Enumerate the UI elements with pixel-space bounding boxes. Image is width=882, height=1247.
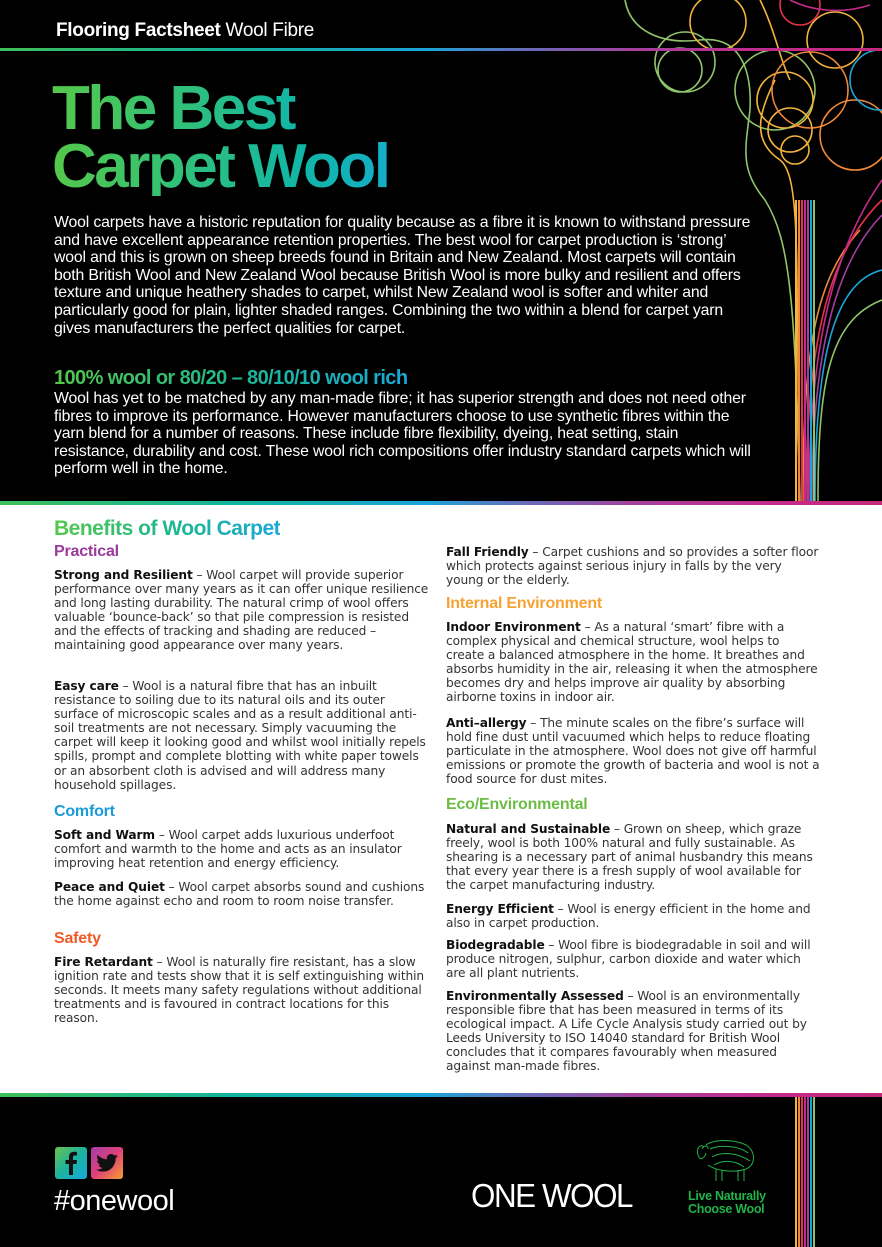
benefits-section bbox=[0, 505, 882, 1093]
benefit-text: – Wool carpet absorbs sound and cushions the home against echo and room to room noise transfer. bbox=[54, 880, 425, 909]
benefit-peace-quiet bbox=[54, 880, 429, 908]
stripe-decoration-footer bbox=[795, 1097, 819, 1247]
factsheet-header bbox=[56, 20, 314, 42]
benefit-title: Easy care bbox=[54, 679, 119, 693]
header-section bbox=[0, 0, 882, 501]
header-bold: Flooring Factsheet bbox=[56, 20, 221, 41]
tagline-line-1: Live Naturally bbox=[688, 1189, 766, 1203]
footer bbox=[0, 1097, 882, 1247]
tagline bbox=[688, 1190, 766, 1216]
composition-paragraph: Wool has yet to be matched by any man-made fibre; it has superior strength and does not need other fibres to improve its performance. However manufacturers choose to use synthetic fibres within the yarn blend for a number of reasons. These include fibre flexibility, dyeing, heat setting, stain resistance, durability and cost. These wool rich compositions offer industry standard carpets which will perform well in the home. bbox=[54, 390, 751, 478]
hashtag: #onewool bbox=[54, 1185, 175, 1217]
benefit-text: – Wool is naturally fire resistant, has a slow ignition rate and tests show that it is self extinguishing within seconds. It meets many safety regulations without additional treatments and is favoured in contract locations for this reason. bbox=[54, 955, 425, 1026]
benefit-title: Fall Friendly bbox=[446, 545, 529, 559]
benefit-fire-retardant bbox=[54, 955, 429, 1025]
composition-heading: 100% wool or 80/20 – 80/10/10 wool rich bbox=[54, 367, 408, 389]
category-safety: Safety bbox=[54, 930, 101, 947]
benefit-fall-friendly bbox=[446, 545, 821, 587]
header-divider bbox=[0, 48, 882, 51]
sheep-icon bbox=[694, 1139, 758, 1183]
title-line-1: The Best bbox=[52, 74, 294, 143]
one-wool-logo: ONE WOOL bbox=[471, 1177, 633, 1214]
facebook-icon[interactable] bbox=[55, 1147, 87, 1179]
benefit-soft-warm bbox=[54, 828, 429, 870]
benefit-title: Environmentally Assessed bbox=[446, 989, 624, 1003]
tagline-line-2: Choose Wool bbox=[688, 1202, 765, 1216]
benefit-title: Peace and Quiet bbox=[54, 880, 165, 894]
benefit-text: – Carpet cushions and so provides a softer floor which protects against serious injury in falls by the very young or the elderly. bbox=[446, 545, 819, 588]
benefit-title: Strong and Resilient bbox=[54, 568, 193, 582]
benefit-text: – The minute scales on the fibre’s surface will hold fine dust until vacuumed which helps to reduce floating particulate in the atmosphere. Wool does not give off harmful emissions or promote the growth of bacteria and wool is not a food source for dust mites. bbox=[446, 716, 820, 787]
category-practical: Practical bbox=[54, 543, 119, 560]
page-title bbox=[52, 74, 432, 201]
benefits-title: Benefits of Wool Carpet bbox=[54, 517, 281, 540]
benefit-anti-allergy bbox=[446, 716, 821, 786]
category-comfort: Comfort bbox=[54, 803, 115, 820]
benefit-title: Anti–allergy bbox=[446, 716, 527, 730]
benefit-text: – Grown on sheep, which graze freely, wool is both 100% natural and fully sustainable. As shearing is a necessary part of animal husbandry this means that every year there is a fresh supply of wool available for the carpet manufacturing industry. bbox=[446, 822, 813, 893]
benefit-indoor-environment bbox=[446, 620, 821, 705]
benefit-biodegradable bbox=[446, 938, 821, 980]
benefit-text: – Wool carpet adds luxurious underfoot comfort and warmth to the home and acts as an insulator improving heat retention and energy efficiency. bbox=[54, 828, 402, 871]
header-light: Wool Fibre bbox=[225, 20, 315, 41]
benefit-text: – Wool is an environmentally responsible fibre that has been measured in terms of its ecological impact. A Life Cycle Analysis study carried out by Leeds University to ISO 14040 standard for British Wool concludes that it compares favourably when measured against man-made fibres. bbox=[446, 989, 807, 1074]
twitter-icon[interactable] bbox=[91, 1147, 123, 1179]
intro-paragraph: Wool carpets have a historic reputation for quality because as a fibre it is known to withstand pressure and have excellent appearance retention properties. The best wool for carpet production is ‘strong’ wool and this is grown on sheep breeds found in Britain and New Zealand. Most carpets will contain both British Wool and New Zealand Wool because British Wool is more bulky and resilient and offers texture and unique heathery shades to carpet, whilst New Zealand wool is softer and whiter and particularly good for plain, lighter shaded ranges. Combining the two within a blend for carpet yarn gives manufacturers the perfect qualities for carpet. bbox=[54, 214, 751, 337]
category-eco-environmental: Eco/Environmental bbox=[446, 796, 588, 813]
benefit-text: – Wool is a natural fibre that has an inbuilt resistance to soiling due to its natural oils and its outer surface of microscopic scales and as a result additional anti-soil treatments are not necessary. Simply vacuuming the carpet will keep it looking good and whilst wool initially repels spills, prompt and complete blotting with white paper towels or an absorbent cloth is advised and will address many household spillages. bbox=[54, 679, 426, 792]
benefit-text: – Wool fibre is biodegradable in soil and will produce nitrogen, sulphur, carbon dioxide and water which are all plant nutrients. bbox=[446, 938, 811, 981]
benefit-text: – Wool is energy efficient in the home and also in carpet production. bbox=[446, 902, 811, 931]
benefit-energy-efficient bbox=[446, 902, 821, 930]
title-line-2: Carpet Wool bbox=[52, 132, 389, 201]
social-links bbox=[55, 1147, 123, 1179]
benefit-natural-sustainable bbox=[446, 822, 821, 892]
benefit-title: Indoor Environment bbox=[446, 620, 581, 634]
benefit-title: Soft and Warm bbox=[54, 828, 156, 842]
benefit-title: Fire Retardant bbox=[54, 955, 153, 969]
benefit-easy-care bbox=[54, 679, 429, 792]
benefit-text: – Wool carpet will provide superior performance over many years as it can offer unique resilience and long lasting durability. The natural crimp of wool offers valuable ‘bounce-back’ so that pile compression is resisted and the effects of tracking and shading are reduced – maintaining good appearance over many years. bbox=[54, 568, 429, 653]
benefit-title: Energy Efficient bbox=[446, 902, 554, 916]
category-internal-environment: Internal Environment bbox=[446, 595, 603, 612]
benefit-text: – As a natural ‘smart’ fibre with a complex physical and chemical structure, wool helps to create a balanced atmosphere in the home. It breathes and absorbs humidity in the air, releasing it when the atmosphere becomes dry and helps improve air quality by absorbing airborne toxins in indoor air. bbox=[446, 620, 818, 705]
benefit-title: Natural and Sustainable bbox=[446, 822, 611, 836]
benefit-environmentally-assessed bbox=[446, 989, 821, 1074]
benefit-title: Biodegradable bbox=[446, 938, 545, 952]
benefit-strong-resilient bbox=[54, 568, 429, 653]
stripe-decoration bbox=[795, 200, 819, 501]
